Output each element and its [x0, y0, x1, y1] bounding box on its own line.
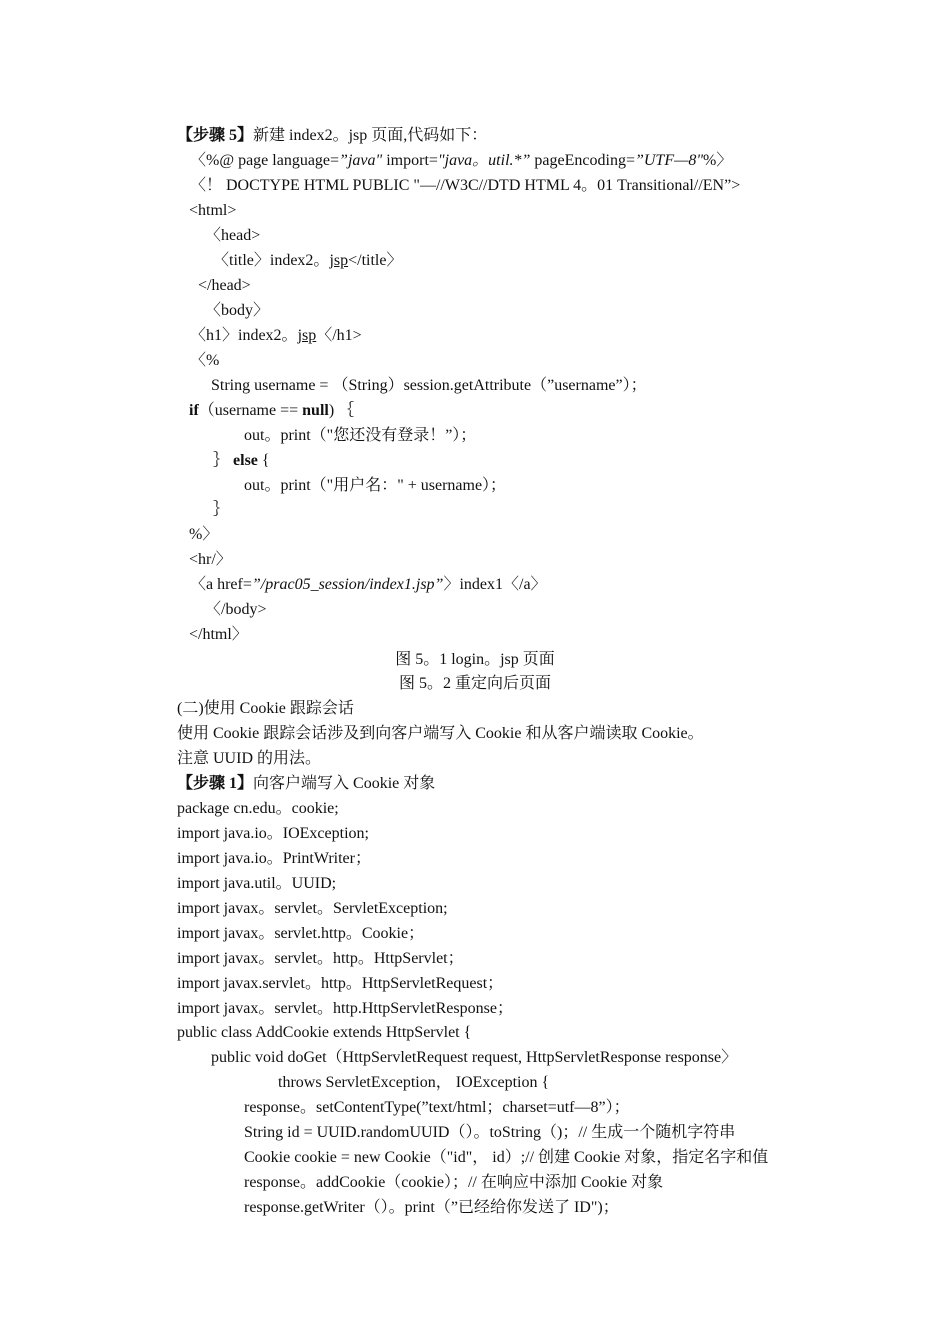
text-span: import= [382, 152, 438, 169]
text-line [244, 1123, 735, 1143]
text-line [0, 650, 950, 670]
text-line [189, 401, 354, 421]
text-span: </head> [198, 277, 251, 294]
text-line [278, 1073, 549, 1093]
text-span: pageEncoding= [530, 152, 635, 169]
text-line [244, 1173, 663, 1193]
text-line [177, 924, 424, 944]
text-line [177, 849, 371, 869]
text-span: import javax。servlet.http。Cookie； [177, 925, 425, 942]
text-line [189, 550, 232, 570]
text-line [213, 251, 402, 271]
text-span: ｝ [213, 501, 230, 518]
text-span: 【步骤 1】 [177, 775, 254, 792]
text-span: </html〉 [189, 626, 248, 643]
text-line [177, 126, 487, 146]
text-span: 使用 Cookie 跟踪会话涉及到向客户端写入 Cookie 和从客户端读取 Cookie。 [177, 725, 704, 742]
text-line [198, 276, 251, 296]
text-span: 〈a href= [190, 576, 252, 593]
text-span: <html> [189, 202, 237, 219]
text-line [177, 974, 503, 994]
text-span: 〈/h1> [316, 327, 362, 344]
text-line [190, 151, 732, 171]
text-span: jsp [297, 327, 317, 344]
text-line [213, 451, 270, 471]
text-line [177, 1023, 471, 1043]
text-span: <hr/〉 [189, 551, 232, 568]
text-line [177, 749, 321, 769]
text-line [177, 774, 435, 794]
text-line [189, 201, 236, 221]
text-span: 〈% [190, 352, 220, 369]
text-span: (二)使用 Cookie 跟踪会话 [177, 700, 354, 717]
text-span: ) ｛ [328, 402, 355, 419]
text-span: import javax。servlet。http.HttpServletResponse； [177, 1000, 513, 1017]
text-span: public void doGet（HttpServletRequest request, HttpServletResponse response〉 [211, 1049, 738, 1066]
text-line [211, 1048, 737, 1068]
text-span: response.getWriter（）。print（”已经给你发送了 ID")； [244, 1199, 619, 1216]
text-span: 〈/body> [205, 601, 267, 618]
text-span: </title〉 [348, 252, 403, 269]
text-span: import javax。servlet。http。HttpServlet； [177, 950, 464, 967]
text-line [189, 525, 218, 545]
text-span: response。addCookie（cookie）；// 在响应中添加 Cookie 对象 [244, 1174, 664, 1191]
text-line [213, 500, 229, 520]
text-span: 图 5。2 重定向后页面 [398, 675, 551, 692]
text-span: 图 5。1 login。jsp 页面 [395, 651, 555, 668]
text-span: import java.util。UUID; [177, 875, 337, 892]
text-line [244, 426, 476, 446]
text-span: 〈body〉 [205, 302, 270, 319]
text-line [244, 1098, 630, 1118]
text-span: 〈%@ page language= [190, 152, 340, 169]
text-line [190, 176, 740, 196]
text-line [177, 699, 354, 719]
text-span: null [302, 402, 329, 419]
text-span: import javax。servlet。ServletException; [177, 900, 448, 917]
text-line [177, 824, 369, 844]
text-line [190, 575, 547, 595]
text-span: 〉index1〈/a〉 [443, 576, 547, 593]
text-line [177, 799, 339, 819]
text-line [205, 600, 266, 620]
text-line [177, 949, 464, 969]
text-line [244, 1198, 619, 1218]
text-span: if [189, 402, 199, 419]
text-line [211, 376, 647, 396]
text-span: out。print（"用户名：" + username）； [244, 477, 507, 494]
text-span: out。print（"您还没有登录！”）； [244, 427, 477, 444]
text-line [0, 674, 950, 694]
text-span: ”UTF—8" [634, 152, 704, 169]
text-span: response。setContentType(”text/html；charset=utf—8”）； [244, 1099, 630, 1116]
text-span: public class AddCookie extends HttpServlet { [177, 1024, 472, 1041]
text-line [190, 326, 362, 346]
text-span: 注意 UUID 的用法。 [177, 750, 321, 767]
text-span: else [233, 452, 258, 469]
text-span: String id = UUID.randomUUID（）。toString（)；// 生成一个随机字符串 [244, 1124, 736, 1141]
text-line [177, 874, 336, 894]
text-span: 〈head> [205, 227, 261, 244]
text-span: ｝ [213, 452, 234, 469]
text-span: %〉 [189, 526, 219, 543]
text-line [205, 226, 260, 246]
text-span: （username == [198, 402, 303, 419]
text-span: %〉 [703, 152, 733, 169]
text-line [177, 999, 513, 1019]
text-span: 〈！ DOCTYPE HTML PUBLIC "—//W3C//DTD HTML 4。01 Transitional//EN”> [190, 177, 741, 194]
text-span: 向客户端写入 Cookie 对象 [253, 775, 436, 792]
text-span: ”/prac05_session/index1.jsp” [251, 576, 444, 593]
text-span: jsp [329, 252, 349, 269]
text-span: import java.io。IOException; [177, 825, 369, 842]
text-span: import java.io。PrintWriter； [177, 850, 371, 867]
text-line [244, 1148, 768, 1168]
text-line [189, 625, 248, 645]
text-span: Cookie cookie = new Cookie（"id"， id）;// 创建 Cookie 对象，指定名字和值 [244, 1149, 769, 1166]
text-line [205, 301, 269, 321]
text-line [177, 899, 448, 919]
text-span: 〈title〉index2。 [213, 252, 330, 269]
text-span: 【步骤 5】 [177, 127, 254, 144]
text-span: ”java" [339, 152, 383, 169]
text-span: throws ServletException， IOException { [278, 1074, 550, 1091]
text-span: import javax.servlet。http。HttpServletRequest； [177, 975, 504, 992]
text-span: "java。util.*” [437, 152, 531, 169]
text-span: 新建 index2。jsp 页面,代码如下： [253, 127, 488, 144]
text-span: String username = （String）session.getAttribute（”username”）； [211, 377, 647, 394]
text-line [244, 476, 506, 496]
text-span: { [257, 452, 270, 469]
text-line [177, 724, 704, 744]
text-span: package cn.edu。cookie; [177, 800, 339, 817]
text-line [190, 351, 219, 371]
text-span: 〈h1〉index2。 [190, 327, 298, 344]
